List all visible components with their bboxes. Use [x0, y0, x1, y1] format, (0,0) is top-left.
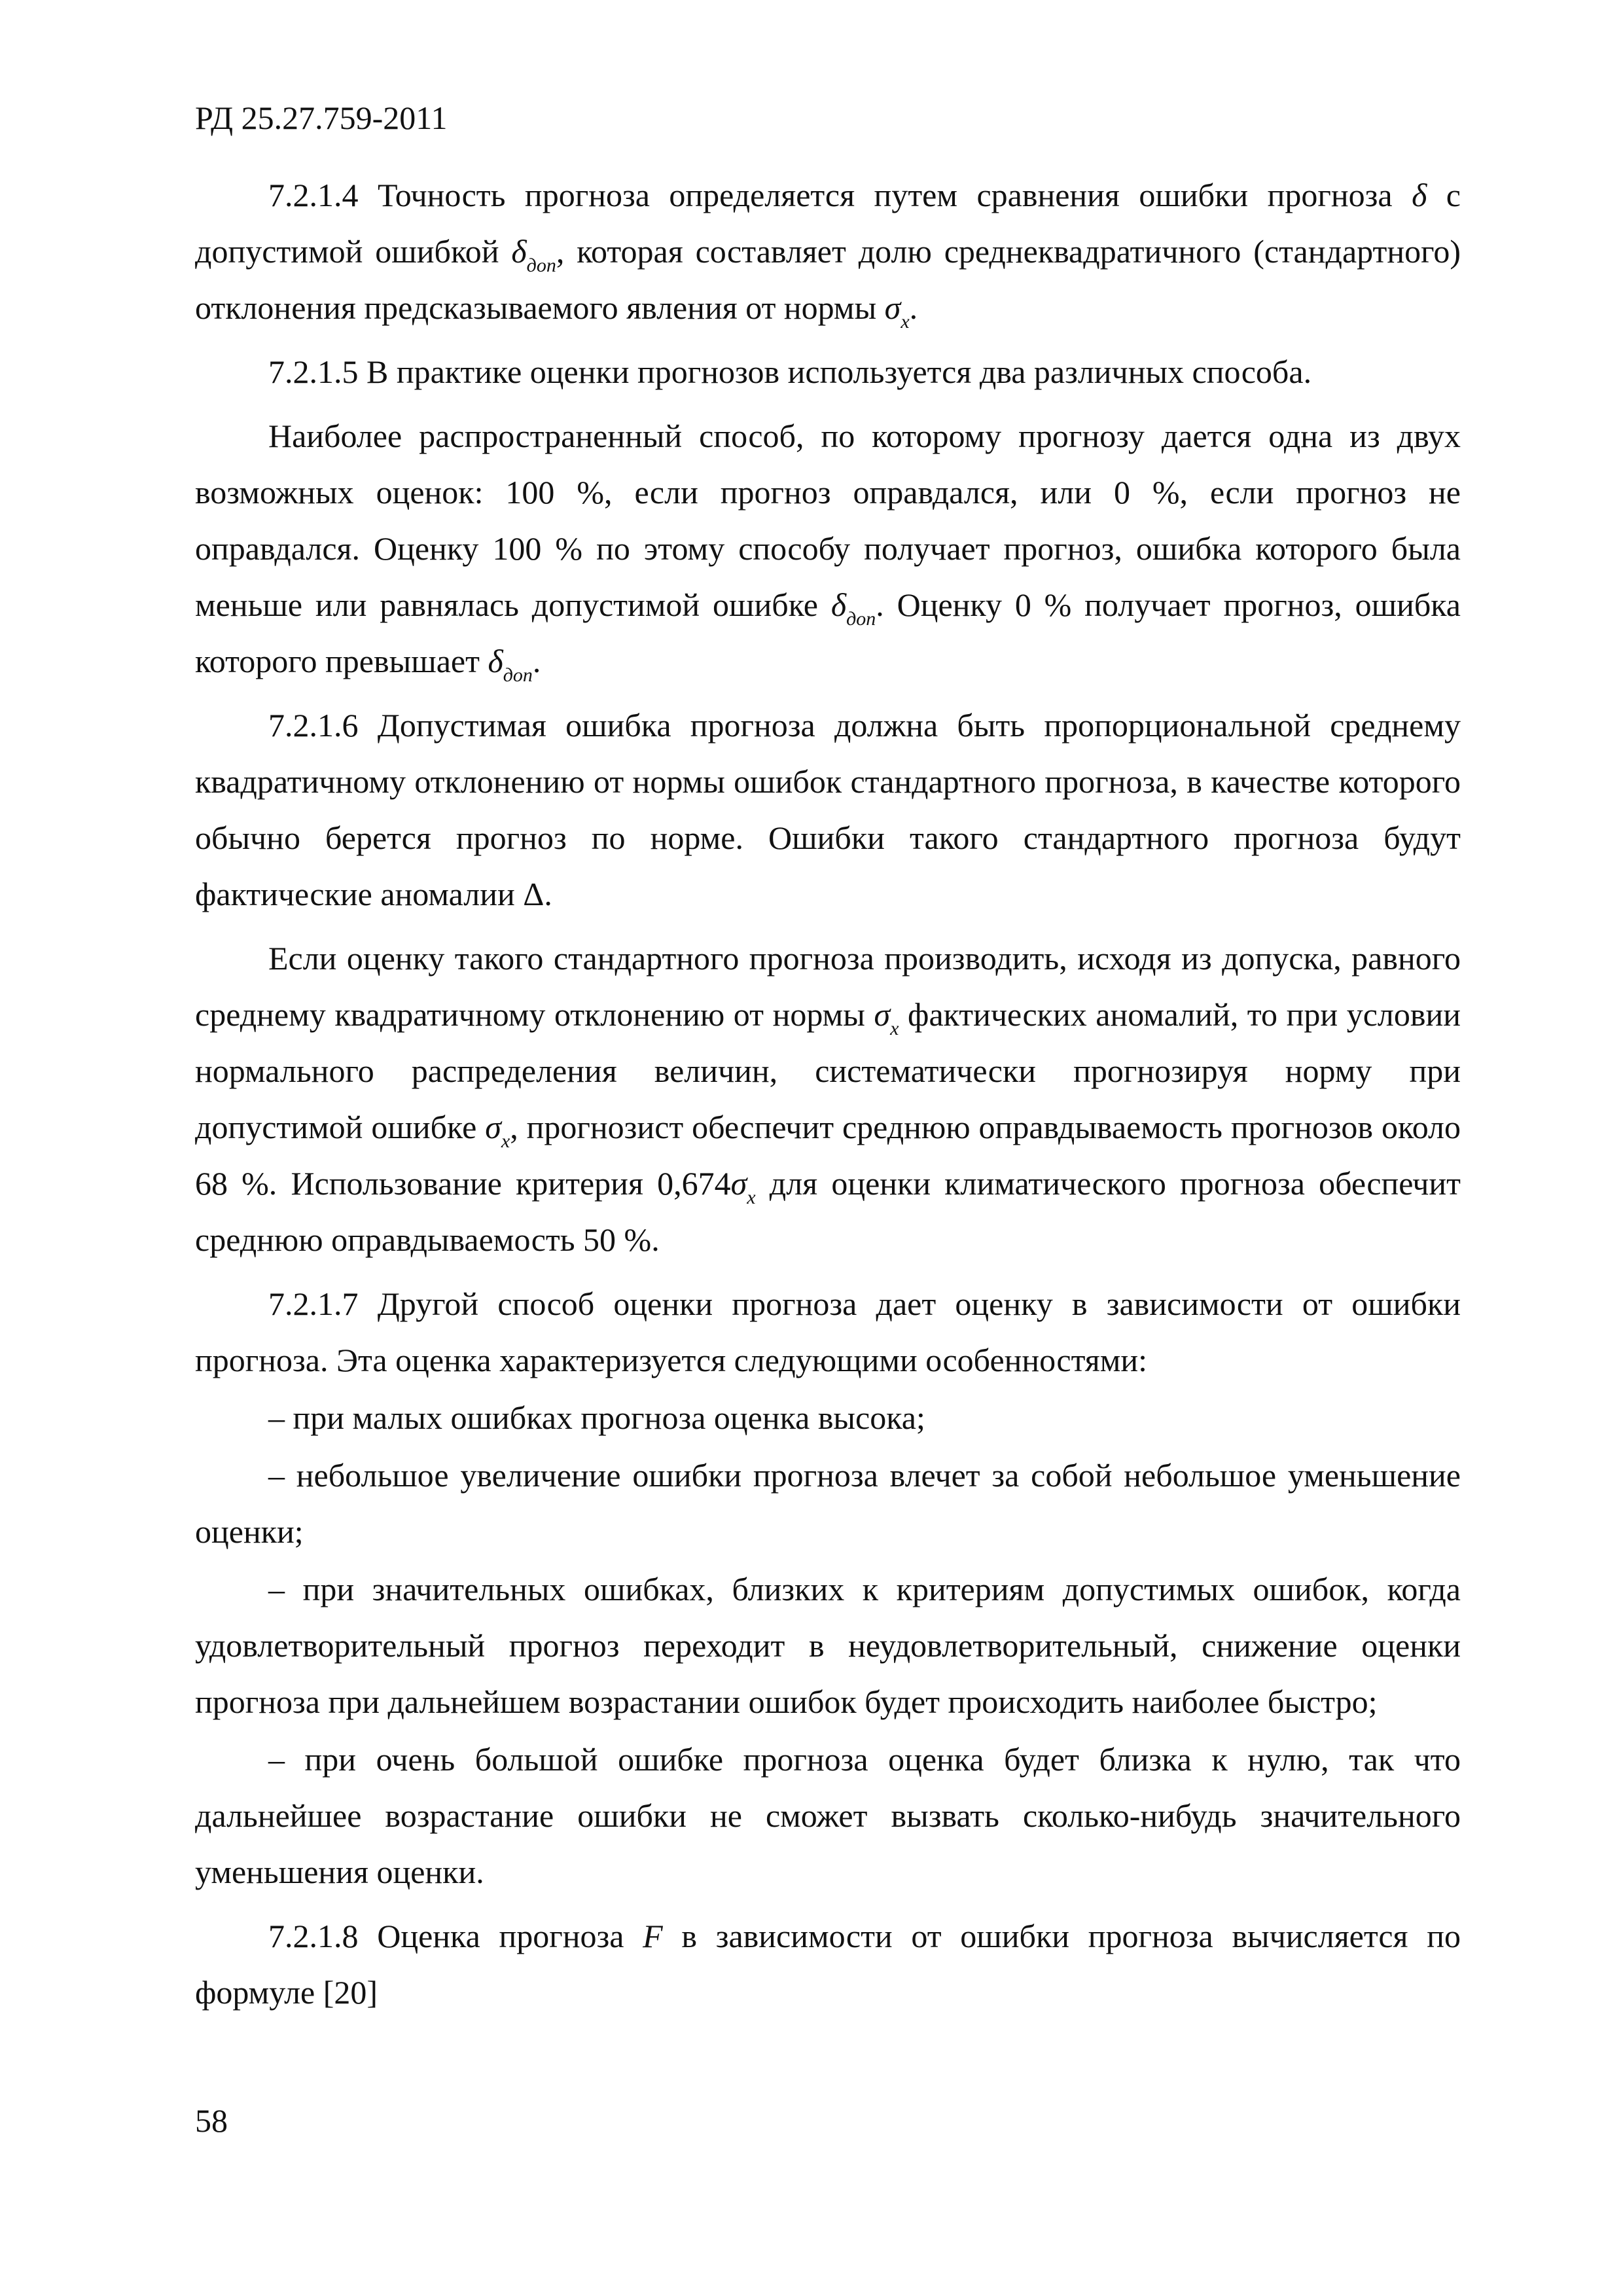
paragraph-7-2-1-5: 7.2.1.5 В практике оценки прогнозов используется два различных способа. [268, 353, 1312, 390]
text-segment: , прогнозист обеспечит среднюю оправдываемость прогнозов около 68 %. Использование критерия [195, 1109, 1461, 1202]
list-item: – при малых ошибках прогноза оценка высока; [268, 1399, 925, 1436]
list-item: – небольшое увеличение ошибки прогноза влечет за собой небольшое уменьшение оценки; [195, 1457, 1461, 1550]
delta-glyph: δ [830, 586, 847, 623]
text-segment: 7.2.1.8 Оценка прогноза [268, 1918, 643, 1954]
text-segment: в зависимости от ошибки прогноза вычисляется по формуле [20] [195, 1918, 1461, 2011]
text-segment: Наиболее распространенный способ, по которому прогнозу дается одна из двух возможных оценок: 100 %, если прогноз оправдался, или 0 %, если прогноз не оправдался. Оценку 100 % по этому способу получает прогноз, ошибка которого была меньше или равнялась допустимой ошибке [195, 418, 1461, 623]
sigma-x-symbol [884, 289, 910, 332]
coefficient-value: 0,674 [657, 1165, 731, 1202]
paragraph-7-2-1-7: 7.2.1.7 Другой способ оценки прогноза дает оценку в зависимости от ошибки прогноза. Эта оценка характеризуется следующими особенностями: [195, 1285, 1461, 1378]
paragraph-7-2-1-6 [195, 697, 1461, 922]
delta-dop-symbol [830, 586, 876, 630]
document-body [195, 167, 1461, 2028]
text-segment: 7.2.1.4 Точность прогноза определяется путем сравнения ошибки прогноза [268, 177, 1412, 213]
text-segment: , которая составляет долю среднеквадратичного (стандартного) отклонения предсказываемого явления от нормы [195, 233, 1461, 326]
text-segment: фактических аномалий, то при условии нормального распределения величин, систематически прогнозируя норму при допустимой ошибке [195, 996, 1461, 1145]
text-segment: для оценки климатического прогноза обеспечит среднюю оправдываемость 50 %. [195, 1165, 1461, 1258]
list-item: – при очень большой ошибке прогноза оценка будет близка к нулю, так что дальнейшее возрастание ошибки не сможет вызвать сколько-нибудь значительного уменьшения оценки. [195, 1741, 1461, 1890]
list-item: – при значительных ошибках, близких к критериям допустимых ошибок, когда удовлетворительный прогноз переходит в неудовлетворительный, снижение оценки прогноза при дальнейшем возрастании ошибок будет происходить наиболее быстро; [195, 1571, 1461, 1720]
sigma-x-symbol [874, 996, 899, 1039]
delta-dop-symbol [511, 233, 556, 276]
subscript-x: x [901, 311, 910, 332]
text-segment: с допустимой ошибкой [195, 177, 1461, 270]
paragraph-standard-forecast [195, 930, 1461, 1268]
big-delta-symbol: Δ [523, 876, 544, 912]
subscript-dop: доп [846, 608, 876, 630]
text-segment: . [532, 643, 541, 679]
paragraph-method-one [195, 408, 1461, 689]
sigma-x-symbol [485, 1109, 510, 1152]
sigma-glyph: σ [730, 1165, 747, 1202]
subscript-x: x [890, 1018, 899, 1039]
subscript-x: x [501, 1130, 510, 1152]
delta-glyph: δ [511, 233, 527, 270]
text-segment: . [909, 289, 918, 326]
sigma-x-symbol [730, 1165, 756, 1208]
page-number: 58 [195, 2102, 228, 2139]
sigma-glyph: σ [874, 996, 891, 1033]
document-code-header: РД 25.27.759-2011 [195, 99, 448, 136]
f-symbol: F [643, 1918, 663, 1954]
text-segment: 7.2.1.6 Допустимая ошибка прогноза должна быть пропорциональной среднему квадратичному отклонению от нормы ошибок стандартного прогноза, в качестве которого обычно берется прогноз по норме. Ошибки такого стандартного прогноза будут фактические аномалии [195, 707, 1461, 912]
paragraph-7-2-1-4 [195, 167, 1461, 336]
paragraph-7-2-1-8 [195, 1908, 1461, 2020]
subscript-dop: доп [503, 664, 533, 686]
delta-dop-symbol [488, 643, 533, 686]
text-segment: . Оценку 0 % получает прогноз, ошибка которого превышает [195, 586, 1461, 679]
delta-glyph: δ [488, 643, 503, 679]
sigma-glyph: σ [485, 1109, 501, 1145]
delta-symbol: δ [1412, 177, 1427, 213]
subscript-dop: доп [526, 255, 556, 276]
text-segment: . [544, 876, 552, 912]
text-segment: Если оценку такого стандартного прогноза производить, исходя из допуска, равного среднему квадратичному отклонению от нормы [195, 940, 1461, 1033]
subscript-x: x [747, 1187, 756, 1208]
sigma-glyph: σ [884, 289, 901, 326]
